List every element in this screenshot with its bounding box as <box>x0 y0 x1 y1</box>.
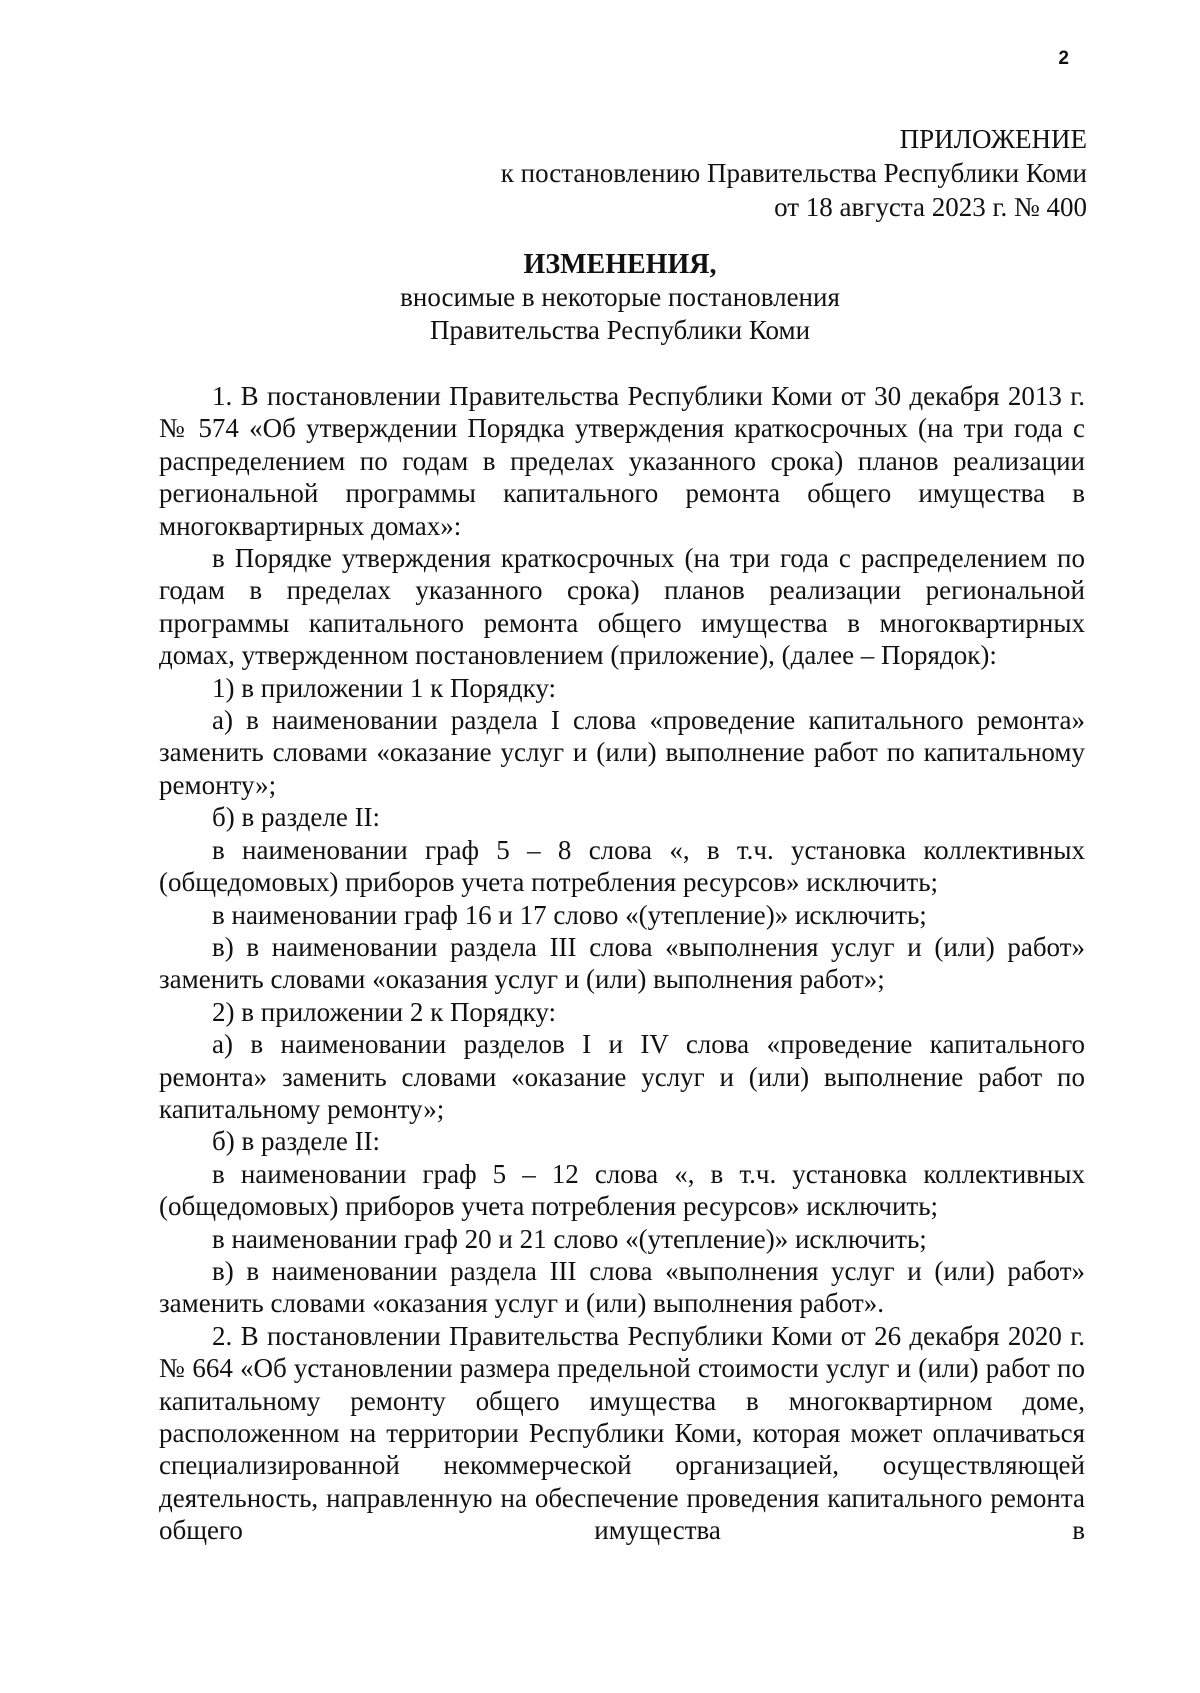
paragraph: б) в разделе II: <box>212 802 381 833</box>
paragraph: в наименовании граф 5 – 8 слова «, в т.ч. установка коллективных (общедомовых) приборов учета потребления ресурсов» исключить; <box>159 834 1085 898</box>
appendix-resolution-line: к постановлению Правительства Республики Коми <box>500 158 1087 188</box>
paragraph: 2. В постановлении Правительства Республики Коми от 26 декабря 2020 г. № 664 «Об установлении размера предельной стоимости услуг и (или) работ по капитальному ремонту общего имущества в многоквартирном доме, расположенном на территории Республики Коми, которая может оплачиваться специализированной некоммерческой организацией, осуществляющей деятельность, направленную на обеспечение проведения капитального ремонта общего имущества в <box>159 1320 1085 1546</box>
heading-subtitle-2: Правительства Республики Коми <box>429 315 811 345</box>
paragraph: б) в разделе II: <box>212 1126 381 1157</box>
appendix-date-line: от 18 августа 2023 г. № 400 <box>774 192 1087 222</box>
paragraph: в Порядке утверждения краткосрочных (на три года с распределением по годам в пределах указанного срока) планов реализации региональной программы капитального ремонта общего имущества в многоквартирных домах, утвержденном постановлением (приложение), (далее – Порядок): <box>159 543 1085 671</box>
paragraph: 2) в приложении 2 к Порядку: <box>212 996 556 1027</box>
paragraph: а) в наименовании разделов I и IV слова «проведение капитального ремонта» заменить словами «оказание услуг и (или) выполнение работ по капитальному ремонту»; <box>159 1029 1085 1124</box>
page-number: 2 <box>1058 48 1069 69</box>
paragraph: 1. В постановлении Правительства Республики Коми от 30 декабря 2013 г. № 574 «Об утверждении Порядка утверждения краткосрочных (на три года с распределением по годам в пределах указанного срока) планов реализации региональной программы капитального ремонта общего имущества в многоквартирных домах»: <box>159 381 1085 541</box>
paragraph: 1) в приложении 1 к Порядку: <box>212 672 556 703</box>
appendix-block <box>501 122 1087 224</box>
document-heading <box>0 248 1200 347</box>
paragraph: в наименовании граф 20 и 21 слово «(утепление)» исключить; <box>212 1223 927 1254</box>
document-body <box>159 380 1085 1547</box>
paragraph: а) в наименовании раздела I слова «проведение капитального ремонта» заменить словами «оказание услуг и (или) выполнение работ по капитальному ремонту»; <box>159 705 1085 800</box>
paragraph: в) в наименовании раздела III слова «выполнения услуг и (или) работ» заменить словами «оказания услуг и (или) выполнения работ». <box>159 1255 1085 1319</box>
paragraph: в наименовании граф 5 – 12 слова «, в т.ч. установка коллективных (общедомовых) приборов учета потребления ресурсов» исключить; <box>159 1158 1085 1222</box>
heading-title: ИЗМЕНЕНИЯ, <box>523 249 717 280</box>
heading-subtitle-1: вносимые в некоторые постановления <box>400 282 840 312</box>
paragraph: в наименовании граф 16 и 17 слово «(утепление)» исключить; <box>212 899 927 930</box>
paragraph: в) в наименовании раздела III слова «выполнения услуг и (или) работ» заменить словами «оказания услуг и (или) выполнения работ»; <box>159 931 1085 995</box>
appendix-title: ПРИЛОЖЕНИЕ <box>899 124 1087 154</box>
